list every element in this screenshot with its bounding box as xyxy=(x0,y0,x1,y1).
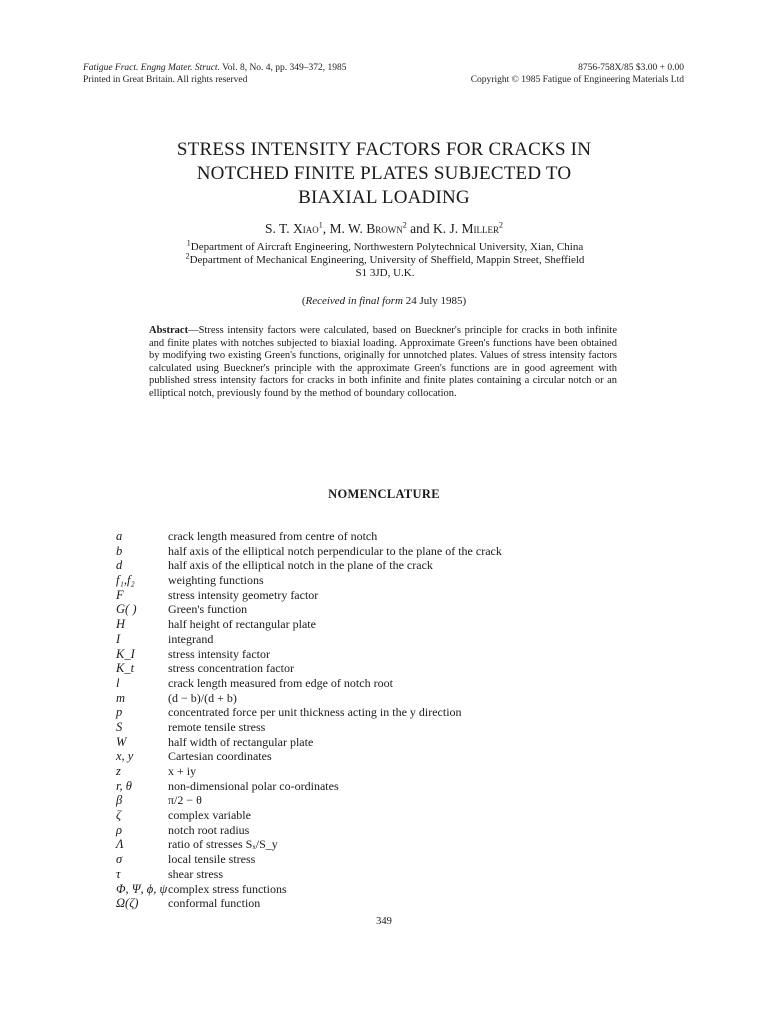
nomenclature-symbol: Λ xyxy=(116,837,124,852)
nomenclature-symbol: G( ) xyxy=(116,602,137,617)
nomenclature-definition: notch root radius xyxy=(168,822,250,837)
nomenclature-symbol: K_I xyxy=(116,646,135,661)
affiliations xyxy=(150,238,620,280)
nomenclature-entry xyxy=(0,808,768,823)
nomenclature-entry xyxy=(0,764,768,779)
nomenclature-symbol: l xyxy=(116,675,120,690)
nomenclature-symbol: ρ xyxy=(116,822,122,837)
nomenclature-symbol: x, y xyxy=(116,749,134,764)
nomenclature-definition: crack length measured from edge of notch root xyxy=(168,675,393,690)
nomenclature-definition: non-dimensional polar co-ordinates xyxy=(168,778,339,793)
affiliation-1 xyxy=(150,238,620,254)
nomenclature-definition: ratio of stresses Sₓ/S_y xyxy=(168,837,278,852)
journal-volume: Vol. 8, No. 4, pp. 349–372, 1985 xyxy=(222,63,347,73)
nomenclature-symbol: p xyxy=(116,705,123,720)
nomenclature-symbol: m xyxy=(116,690,126,705)
running-header-left xyxy=(83,62,347,86)
nomenclature-symbol: ζ xyxy=(116,808,122,823)
nomenclature-definition: half axis of the elliptical notch in the plane of the crack xyxy=(168,558,433,573)
nomenclature-heading: NOMENCLATURE xyxy=(328,487,440,501)
author-affiliation-mark: 2 xyxy=(499,220,504,230)
nomenclature-symbol: K_t xyxy=(116,661,135,676)
nomenclature-symbol: σ xyxy=(116,852,123,867)
nomenclature-symbol: b xyxy=(116,543,123,558)
nomenclature-definition: concentrated force per unit thickness acting in the y direction xyxy=(168,705,462,720)
nomenclature-definition: x + iy xyxy=(168,764,197,778)
nomenclature-symbol: a xyxy=(116,529,123,543)
nomenclature-symbol: I xyxy=(116,631,121,646)
nomenclature-entry xyxy=(0,793,768,808)
nomenclature-entry xyxy=(0,896,768,911)
nomenclature-definition: remote tensile stress xyxy=(168,719,266,734)
affiliation-2-continued: S1 3JD, U.K. xyxy=(355,267,415,279)
nomenclature-symbol: Φ, Ψ, ϕ, ψ xyxy=(116,881,168,896)
nomenclature-definition: stress intensity factor xyxy=(168,646,270,661)
affiliation-text: Department of Aircraft Engineering, Northwestern Polytechnical University, Xian, China xyxy=(190,241,584,253)
author-initials: M. W. xyxy=(329,221,367,236)
author-initials: K. J. xyxy=(433,221,462,236)
nomenclature-entry xyxy=(0,720,768,735)
author-initials: S. T. xyxy=(264,221,293,236)
nomenclature-definition: shear stress xyxy=(168,866,223,881)
abstract-text: —Stress intensity factors were calculated, based on Bueckner's principle for cracks in both infinite and finite plates with notches subjected to biaxial loading. Approximate Green's functions have been obtained by modifying two existing Green's functions, originally for unnotched plates. Values of stress intensity factors calculated using Bueckner's principle with the approximate Green's functions are in good agreement with published stress intensity factors for cracks in both infinite and finite plates containing a circular notch or an elliptical notch, previously found by the method of boundary collocation. xyxy=(149,325,617,399)
journal-name: Fatigue Fract. Engng Mater. Struct. xyxy=(83,63,220,73)
nomenclature-entry xyxy=(0,705,768,720)
nomenclature-entry xyxy=(0,529,768,544)
nomenclature-symbol: z xyxy=(116,764,121,778)
nomenclature-symbol: β xyxy=(116,793,123,808)
nomenclature-definition: half width of rectangular plate xyxy=(168,734,314,749)
nomenclature-definition: weighting functions xyxy=(168,573,264,588)
page-number: 349 xyxy=(376,916,392,927)
nomenclature-entry xyxy=(0,691,768,706)
running-header-right xyxy=(471,62,684,86)
nomenclature-definition: complex stress functions xyxy=(168,881,287,896)
received-date xyxy=(0,295,768,307)
nomenclature-symbol: Ω(ζ) xyxy=(116,896,139,911)
nomenclature-entry xyxy=(0,867,768,882)
received-paren: ( xyxy=(301,295,306,307)
issn-price: 8756-758X/85 $3.00 + 0.00 xyxy=(578,63,684,73)
title-line: STRESS INTENSITY FACTORS FOR CRACKS IN xyxy=(176,139,592,160)
title-line: NOTCHED FINITE PLATES SUBJECTED TO xyxy=(196,163,572,184)
author-list xyxy=(0,221,768,237)
author-affiliation-mark: 2 xyxy=(402,220,407,230)
nomenclature-entry xyxy=(0,544,768,559)
nomenclature-definition: (d − b)/(d + b) xyxy=(168,690,237,705)
nomenclature-entry xyxy=(0,661,768,676)
affiliation-mark: 2 xyxy=(185,251,190,261)
affiliation-text: Department of Mechanical Engineering, University of Sheffield, Mappin Street, Sheffield xyxy=(189,254,585,266)
author-surname: Miller xyxy=(461,221,500,236)
nomenclature-entry xyxy=(0,617,768,632)
copyright-notice: Copyright © 1985 Fatigue of Engineering Materials Ltd xyxy=(470,75,684,85)
abstract xyxy=(149,325,617,400)
nomenclature-entry xyxy=(0,749,768,764)
nomenclature-entry xyxy=(0,882,768,897)
author-surname: Brown xyxy=(366,221,403,236)
nomenclature-symbol: d xyxy=(116,558,123,573)
nomenclature-symbol: F xyxy=(116,587,124,602)
nomenclature-entry xyxy=(0,602,768,617)
nomenclature-definition: Cartesian coordinates xyxy=(168,749,272,764)
printed-notice: Printed in Great Britain. All rights reserved xyxy=(83,75,248,85)
nomenclature-definition: stress concentration factor xyxy=(168,661,294,676)
author-separator: and xyxy=(406,221,434,236)
nomenclature-entry xyxy=(0,823,768,838)
affiliation-mark: 1 xyxy=(186,238,191,248)
nomenclature-symbol: f₁,f₂ xyxy=(116,573,135,588)
nomenclature-entry xyxy=(0,852,768,867)
nomenclature-symbol: W xyxy=(116,734,127,749)
nomenclature-entry xyxy=(0,779,768,794)
nomenclature-symbol: τ xyxy=(116,866,121,881)
author-surname: Xiao xyxy=(292,221,319,236)
affiliation-2 xyxy=(150,251,620,267)
nomenclature-entry xyxy=(0,588,768,603)
nomenclature-symbol: r, θ xyxy=(116,778,132,793)
nomenclature-entry xyxy=(0,573,768,588)
nomenclature-entry xyxy=(0,558,768,573)
nomenclature-entry xyxy=(0,647,768,662)
received-label: Received in final form xyxy=(305,295,403,307)
nomenclature-entry xyxy=(0,632,768,647)
nomenclature-entry xyxy=(0,676,768,691)
nomenclature-entry xyxy=(0,837,768,852)
nomenclature-definition: Green's function xyxy=(168,602,248,617)
author-affiliation-mark: 1 xyxy=(318,220,323,230)
nomenclature-entry xyxy=(0,735,768,750)
received-date-text: 24 July 1985) xyxy=(402,295,467,307)
paper-title xyxy=(0,138,768,210)
nomenclature-definition: stress intensity geometry factor xyxy=(168,587,319,602)
nomenclature-definition: integrand xyxy=(168,631,214,646)
nomenclature-definition: π/2 − θ xyxy=(168,793,202,808)
nomenclature-list xyxy=(0,529,768,911)
nomenclature-definition: complex variable xyxy=(168,808,251,823)
title-line: BIAXIAL LOADING xyxy=(298,187,470,208)
abstract-label: Abstract xyxy=(149,325,189,336)
nomenclature-definition: conformal function xyxy=(168,896,261,911)
nomenclature-symbol: S xyxy=(116,719,123,734)
nomenclature-definition: crack length measured from centre of notch xyxy=(168,529,378,543)
nomenclature-symbol: H xyxy=(116,617,126,632)
nomenclature-definition: half height of rectangular plate xyxy=(168,617,316,632)
author-separator: , xyxy=(322,221,330,236)
nomenclature-definition: local tensile stress xyxy=(168,852,256,867)
journal-citation xyxy=(83,62,347,74)
nomenclature-definition: half axis of the elliptical notch perpendicular to the plane of the crack xyxy=(168,543,502,558)
